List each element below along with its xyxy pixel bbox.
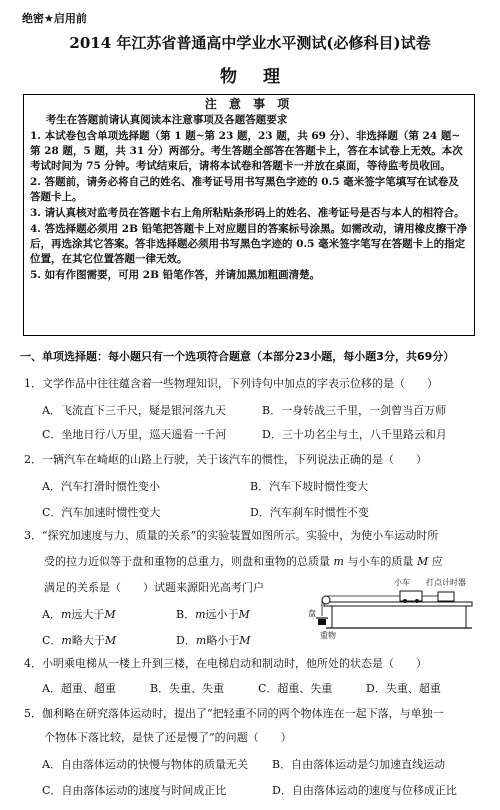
option-d-M: M [239,634,251,647]
question-4-stem: 4．小明乘电梯从一楼上升到三楼，在电梯启动和制动时，他所处的状态是（ ） [24,657,427,670]
cart-wheel-right [415,599,419,603]
question-5-option-d: D．自由落体运动的速度与位移成正比 [272,784,457,797]
question-5-line-1: 5．伽利略在研究落体运动时，提出了“把轻重不同的两个物体连在一起下落，与单独一 [24,707,444,720]
question-3-line-2 [44,554,484,570]
option-b-m: m [195,608,206,621]
pulley [322,596,330,604]
question-3-option-c [42,632,116,648]
option-a-m: m [60,608,72,621]
question-4-option-b: B．失重、失重 [150,682,225,695]
question-3-option-b [176,606,250,622]
question-4-option-a: A．超重、超重 [42,682,116,695]
secret-label: 绝密★启用前 [22,12,87,25]
symbol-m: m [333,555,344,568]
question-3-line-2-part-a: 受的拉力近似等于盘和重物的总重力，则盘和重物的总质量 [44,555,330,568]
question-1-option-a: A．飞流直下三千尺，疑是银河落九天 [42,404,226,417]
notice-item-3: 3. 请认真核对监考员在答题卡右上角所粘贴条形码上的姓名、准考证号是否与本人的相符合。 [30,207,465,219]
label-cart: 小车 [394,578,410,587]
question-1-stem: 1．文学作品中往往蕴含着一些物理知识，下列诗句中加点的字表示位移的是（ ） [24,377,438,390]
question-3-line-1: 3．“探究加速度与力、质量的关系”的实验装置如图所示。实验中，为使小车运动时所 [24,529,439,542]
option-c-M: M [104,634,117,647]
track-board [324,602,472,606]
option-c-letter: C． [42,634,62,647]
notice-title: 注 意 事 项 [204,97,294,111]
question-3-option-a [42,606,116,622]
cart-wheel-left [403,599,407,603]
question-5-line-2: 个物体下落比较，是快了还是慢了”的问题（ ） [44,731,292,744]
option-a-letter: A． [42,608,61,621]
question-4-option-d: D．失重、超重 [366,682,441,695]
question-3-line-2-part-c: 应 [431,555,443,568]
symbol-M: M [416,555,429,568]
label-weight: 重物 [320,631,336,640]
option-b-relation: 远小于 [205,608,239,621]
question-3-line-3: 满足的关系是（ ）试题来源阳光高考门户 [44,581,264,594]
question-2-option-d: D．汽车刹车时惯性不变 [250,506,369,519]
option-d-m: m [195,634,207,647]
question-3-option-d [176,632,251,648]
weight-block [318,619,326,625]
option-d-letter: D． [176,634,196,647]
subject-title: 物理 [220,67,306,87]
question-1-option-b: B．一身转战三千里，一剑曾当百万师 [262,404,447,417]
option-a-relation: 远大于 [71,608,105,621]
notice-box [23,94,475,336]
timer-box [438,592,454,601]
notice-item-2: 2. 答题前，请务必将自己的姓名、准考证号用书写黑色字迹的 0.5 毫米签字笔填写在试卷及答题卡上。 [30,176,459,203]
question-5-option-b: B．自由落体运动是匀加速直线运动 [272,758,446,771]
question-2-stem: 2．一辆汽车在崎岖的山路上行驶，关于该汽车的惯性，下列说法正确的是（ ） [24,453,427,466]
option-b-M: M [238,608,250,621]
option-a-M: M [104,608,116,621]
option-b-letter: B． [176,608,196,621]
section-heading: 一、单项选择题：每小题只有一个选项符合题意（本部分23小题，每小题3分，共69分） [20,350,455,363]
label-pan: 盘 [308,609,316,618]
label-timer: 打点计时器 [426,578,466,587]
notice-item-1: 1. 本试卷包含单项选择题（第 1 题~第 23 题，23 题，共 69 分）、非选择题（第 24 题~第 28 题，5 题，共 31 分）两部分。考生答题全部答在答题卡上，答在本试卷上无效。本次考试时间为 75 分钟。考试结束后，请将本试卷和答题卡一并放在桌面，等待监考员收回。 [30,130,463,172]
question-5-option-a: A．自由落体运动的快慢与物体的质量无关 [42,758,248,771]
option-c-relation: 略大于 [71,634,105,647]
notice-item-5: 5. 如有作图需要，可用 2B 铅笔作答，并请加黑加粗画清楚。 [30,269,321,281]
cart-body [400,591,422,601]
option-c-m: m [61,634,72,647]
question-2-option-a: A．汽车打滑时惯性变小 [42,480,160,493]
notice-item-4: 4. 答选择题必须用 2B 铅笔把答题卡上对应题目的答案标号涂黑。如需改动，请用橡皮擦干净后，再选涂其它答案。答非选择题必须用书写黑色字迹的 0.5 毫米签字笔写在答题卡上的指定位置，在其它位置答题一律无效。 [30,223,468,265]
question-2-option-c: C．汽车加速时惯性变大 [42,506,161,519]
option-d-relation: 略小于 [206,634,240,647]
question-4-option-c: C．超重、失重 [258,682,333,695]
experiment-diagram [308,576,478,646]
notice-intro: 考生在答题前请认真阅读本注意事项及各题答题要求 [45,114,288,126]
question-2-option-b: B．汽车下坡时惯性变大 [250,480,369,493]
question-1-option-d: D．三十功名尘与土，八千里路云和月 [262,428,447,441]
question-5-option-c: C．自由落体运动的速度与时间成正比 [42,784,227,797]
exam-title: 2014 年江苏省普通高中学业水平测试(必修科目)试卷 [69,34,431,52]
question-1-option-c: C．坐地日行八万里，巡天遥看一千河 [42,428,227,441]
question-3-line-2-part-b: 与小车的质量 [347,555,414,568]
